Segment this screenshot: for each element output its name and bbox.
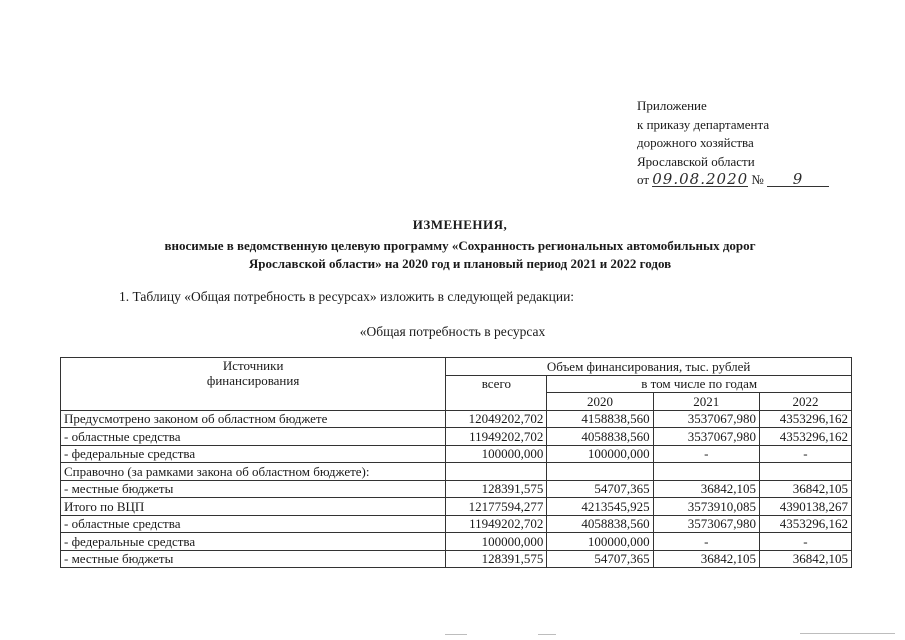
header-volume: Объем финансирования, тыс. рублей: [446, 358, 852, 376]
table-row: [61, 533, 852, 551]
row-2021-cell: 36842,105: [653, 550, 759, 568]
row-2022-cell: 4353296,162: [759, 515, 851, 533]
row-2020-cell: 4213545,925: [547, 498, 653, 516]
row-total-cell: 100000,000: [446, 445, 547, 463]
header-source-cell: [61, 358, 446, 411]
header-by-years: в том числе по годам: [547, 375, 852, 393]
document-title: [60, 216, 860, 273]
header-source-line: Источники: [222, 358, 284, 373]
table-row: [61, 445, 852, 463]
row-2021-cell: 3573910,085: [653, 498, 759, 516]
row-2022-cell: 4353296,162: [759, 428, 851, 446]
instruction-paragraph: 1. Таблицу «Общая потребность в ресурсах» изложить в следующей редакции:: [119, 289, 575, 304]
row-total-cell: 100000,000: [446, 533, 547, 551]
row-2021-cell: -: [653, 533, 759, 551]
row-total-cell: 11949202,702: [446, 515, 547, 533]
row-2020-cell: 4058838,560: [547, 428, 653, 446]
appendix-line: к приказу департамента: [637, 116, 770, 132]
row-2021-cell: [653, 463, 759, 481]
header-source-line: финансирования: [206, 373, 300, 388]
table-caption: «Общая потребность в ресурсах: [359, 324, 546, 339]
title-subtitle-line: вносимые в ведомственную целевую программу «Сохранность региональных автомобильных дорог: [164, 238, 756, 253]
table-header-row: [61, 358, 852, 376]
row-label-cell: - местные бюджеты: [61, 550, 446, 568]
row-label-cell: - федеральные средства: [61, 533, 446, 551]
row-2022-cell: -: [759, 445, 851, 463]
row-label-cell: - областные средства: [61, 515, 446, 533]
header-total: всего: [446, 375, 547, 410]
row-total-cell: [446, 463, 547, 481]
handwritten-number: 9: [767, 172, 829, 187]
row-2022-cell: 4353296,162: [759, 410, 851, 428]
handwritten-date: 09.08.2020: [652, 170, 749, 188]
row-2022-cell: 36842,105: [759, 480, 851, 498]
row-total-cell: 11949202,702: [446, 428, 547, 446]
row-2021-cell: -: [653, 445, 759, 463]
table-row: [61, 410, 852, 428]
row-2022-cell: 4390138,267: [759, 498, 851, 516]
row-2020-cell: 54707,365: [547, 550, 653, 568]
row-total-cell: 12049202,702: [446, 410, 547, 428]
scan-artifact: [800, 633, 895, 634]
table-row: [61, 428, 852, 446]
appendix-line: дорожного хозяйства: [637, 135, 754, 150]
appendix-date-line: [637, 171, 829, 190]
row-label-cell: - областные средства: [61, 428, 446, 446]
table-row: [61, 498, 852, 516]
header-year: 2022: [759, 393, 851, 411]
row-label-cell: - федеральные средства: [61, 445, 446, 463]
row-total-cell: 128391,575: [446, 550, 547, 568]
header-year: 2020: [547, 393, 653, 411]
resources-table: [60, 357, 852, 568]
row-2021-cell: 3537067,980: [653, 410, 759, 428]
row-label-cell: - местные бюджеты: [61, 480, 446, 498]
row-total-cell: 128391,575: [446, 480, 547, 498]
table-row: [61, 550, 852, 568]
row-2020-cell: 4058838,560: [547, 515, 653, 533]
row-total-cell: 12177594,277: [446, 498, 547, 516]
row-2021-cell: 36842,105: [653, 480, 759, 498]
row-2020-cell: 100000,000: [547, 533, 653, 551]
scan-artifact: [538, 634, 556, 635]
table-row: [61, 463, 852, 481]
row-2021-cell: 3537067,980: [653, 428, 759, 446]
row-label-cell: Справочно (за рамками закона об областном бюджете):: [61, 463, 446, 481]
scan-artifact: [445, 634, 467, 635]
row-2022-cell: -: [759, 533, 851, 551]
table-row: [61, 480, 852, 498]
header-year: 2021: [653, 393, 759, 411]
title-main: ИЗМЕНЕНИЯ,: [412, 217, 508, 232]
number-label: №: [751, 172, 764, 187]
row-label-cell: Предусмотрено законом об областном бюджете: [61, 410, 446, 428]
row-label-cell: Итого по ВЦП: [61, 498, 446, 516]
appendix-block: [637, 97, 829, 190]
row-2020-cell: [547, 463, 653, 481]
appendix-line: Ярославской области: [637, 153, 755, 169]
row-2020-cell: 54707,365: [547, 480, 653, 498]
row-2020-cell: 100000,000: [547, 445, 653, 463]
row-2022-cell: [759, 463, 851, 481]
row-2021-cell: 3573067,980: [653, 515, 759, 533]
appendix-line: Приложение: [637, 98, 707, 113]
row-2022-cell: 36842,105: [759, 550, 851, 568]
table-row: [61, 515, 852, 533]
date-prefix: от: [637, 172, 650, 187]
title-subtitle-line: Ярославской области» на 2020 год и плановый период 2021 и 2022 годов: [248, 256, 672, 271]
row-2020-cell: 4158838,560: [547, 410, 653, 428]
